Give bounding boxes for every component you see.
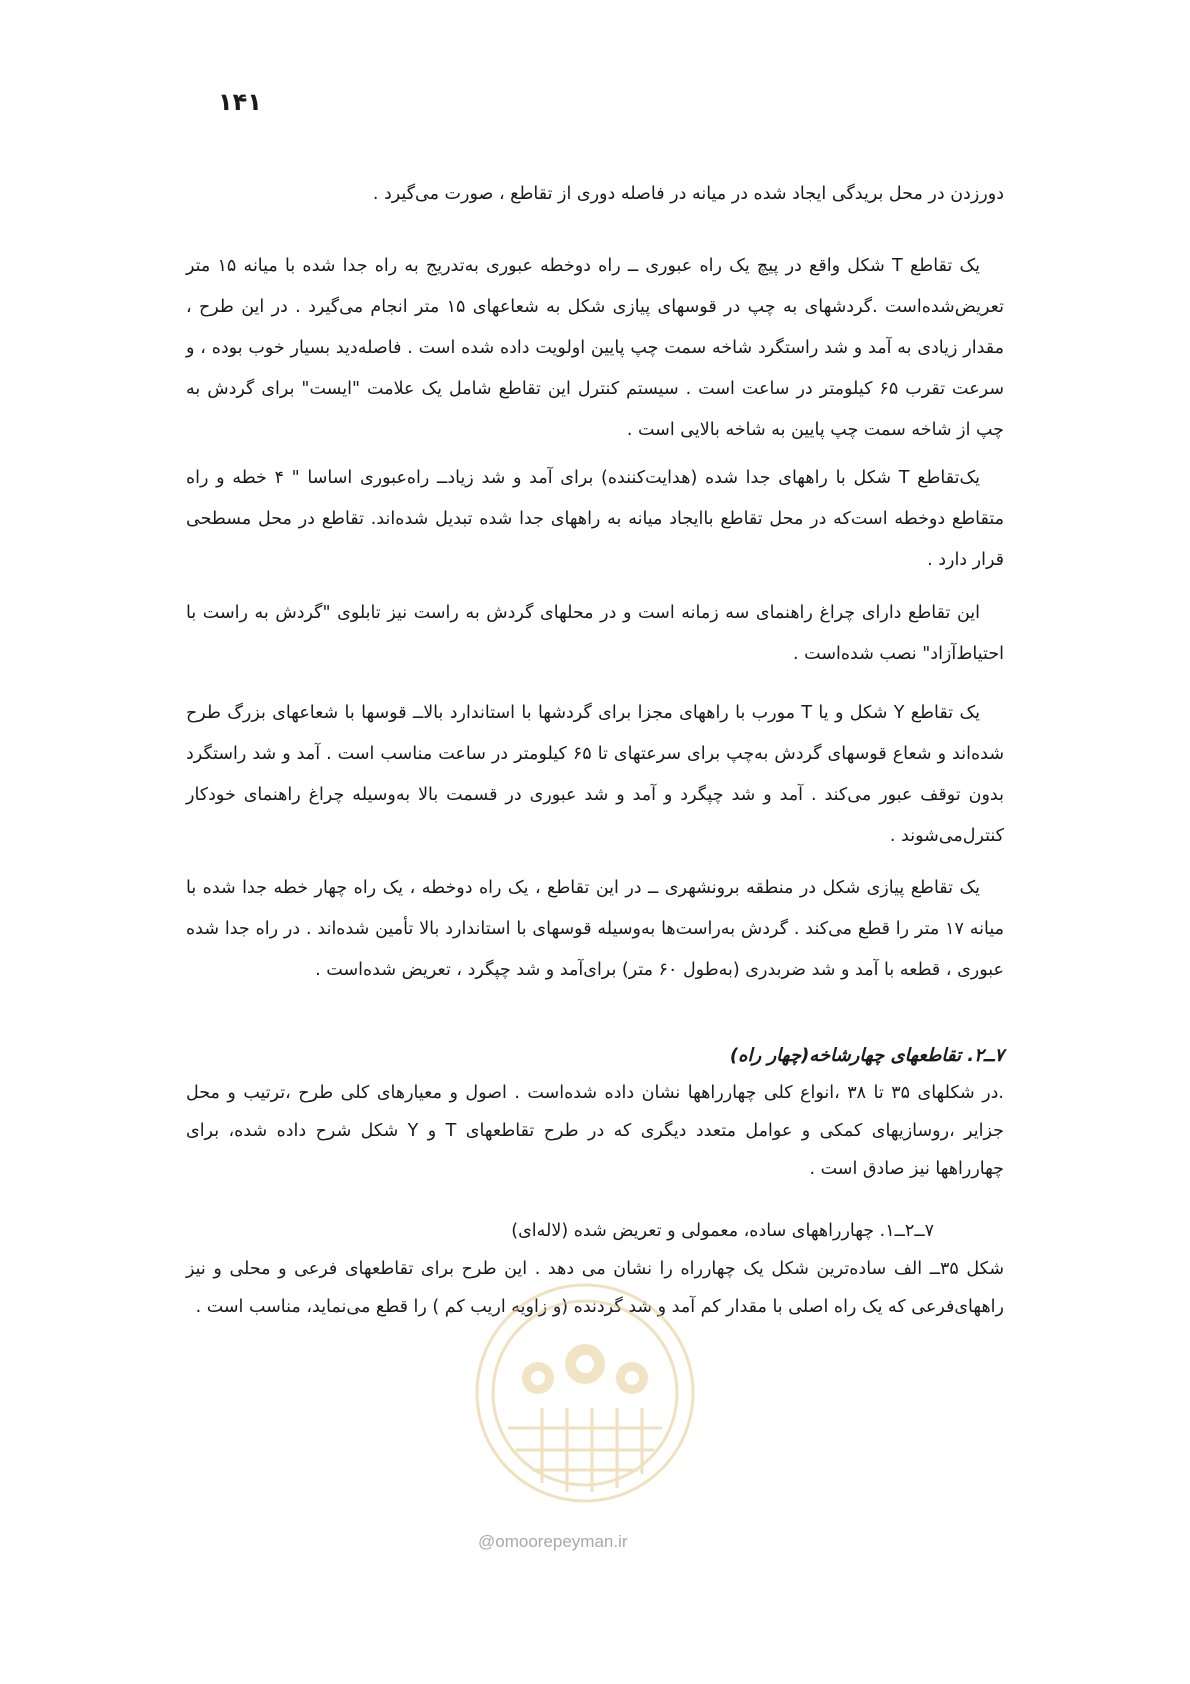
paragraph-text: شکل ۳۵ــ الف ساده‌ترین شکل یک چهارراه را نشان می دهد . این طرح برای تقاطعهای فرعی و محلی و نیز راههای‌فرعی که یک راه اصلی با مقدار کم آمد و شد گردنده (و زاویه اریب کم ) را قطع می‌نماید، مناسب است .: [186, 1259, 1004, 1317]
paragraph-text: .در شکلهای ۳۵ تا ۳۸ ،انواع کلی چهارراهها نشان داده شده‌است . اصول و معیارهای کلی طرح ،ترتیب و محل جزایر ،روسازیهای کمکی و عوامل متعدد دیگری که در طرح تقاطعهای T و Y شکل شرح داده شده، برای چهارراهها نیز صادق است .: [186, 1083, 1004, 1179]
paragraph-text: یک تقاطع Y شکل و یا T مورب با راههای مجزا برای گردشها با استاندارد بالاــ قوسها با شعاعهای بزرگ طرح شده‌اند و شعاع قوسهای گردش به‌چپ برای سرعتهای تا ۶۵ کیلومتر در ساعت مناسب است . آمد و شد راستگرد بدون توقف عبور می‌کند . آمد و شد چپگرد و آمد و شد عبوری در قسمت بالا به‌وسیله چراغ راهنمای خودکار کنترل‌می‌شوند .: [186, 703, 1004, 846]
subsection-heading: ۷ــ۲ــ۱. چهارراههای ساده، معمولی و تعریض شده (لاله‌ای): [511, 1221, 934, 1241]
page-number: ۱۴۱: [218, 88, 262, 116]
paragraph-text: یک تقاطع پیازی شکل در منطقه برونشهری ــ در این تقاطع ، یک راه دوخطه ، یک راه چهار خطه جدا شده با میانه ۱۷ متر را قطع می‌کند . گردش به‌راست‌ها به‌وسیله قوسهای با استاندارد بالا تأمین شده‌اند . در راه جدا شده عبوری ، قطعه با آمد و شد ضربدری (به‌طول ۶۰ متر) برای‌آمد و شد چپگرد ، تعریض شده‌است .: [186, 878, 1004, 980]
paragraph-text: یک تقاطع T شکل واقع در پیچ یک راه عبوری ــ راه دوخطه عبوری به‌تدریج به راه جدا شده با میانه ۱۵ متر تعریض‌شده‌است .گردشهای به چپ در قوسهای پیازی شکل به شعاعهای ۱۵ متر انجام می‌گیرد . در این طرح ، مقدار زیادی به آمد و شد راستگرد شاخه سمت چپ پایین اولویت داده شده است . فاصله‌دید بسیار خوب بوده ، و سرعت تقرب ۶۵ کیلومتر در ساعت است . سیستم کنترل این تقاطع شامل یک علامت "ایست" برای گردش به چپ از شاخه سمت چپ پایین به شاخه بالایی است .: [186, 256, 1004, 440]
paragraph-continuation: [186, 174, 1004, 215]
section-paragraph: [186, 1074, 1004, 1188]
watermark-logo: [470, 1278, 700, 1508]
paragraph-traffic-signal: [186, 593, 1004, 675]
paragraph-t-intersection-curve: [186, 246, 1004, 451]
paragraph-text: دورزدن در محل بریدگی ایجاد شده در میانه در فاصله دوری از تقاطع ، صورت می‌گیرد .: [372, 184, 1004, 204]
paragraph-text: یک‌تقاطع T شکل با راههای جدا شده (هدایت‌کننده) برای آمد و شد زیادــ راه‌عبوری اساسا " ۴ خطه و راه متقاطع دوخطه است‌که در محل تقاطع باایجاد میانه به راههای جدا شده تبدیل شده‌اند. تقاطع در محل مسطحی قرار دارد .: [186, 468, 1004, 570]
paragraph-text: این تقاطع دارای چراغ راهنمای سه زمانه است و در محلهای گردش به راست نیز تابلوی "گردش به راست با احتیاط‌آزاد" نصب شده‌است .: [186, 603, 1004, 664]
section-heading: ۷ــ۲. تقاطعهای چهارشاخه(چهار راه): [729, 1045, 1004, 1066]
paragraph-y-intersection: [186, 693, 1004, 857]
paragraph-rural-intersection: [186, 868, 1004, 991]
paragraph-t-intersection-channelized: [186, 458, 1004, 581]
watermark-url: @omoorepeyman.ir: [478, 1532, 628, 1551]
